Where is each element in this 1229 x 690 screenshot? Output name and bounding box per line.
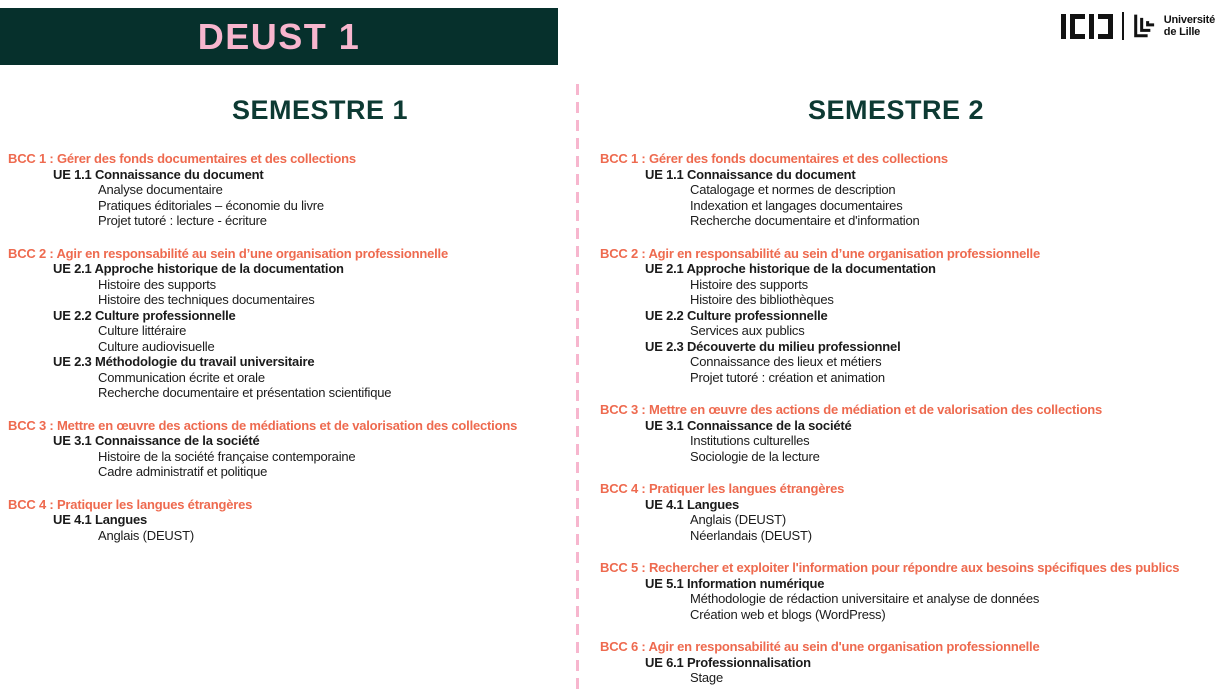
course-item: Catalogage et normes de description xyxy=(690,182,896,197)
course-item: Culture audiovisuelle xyxy=(98,338,215,354)
bcc-heading: BCC 4 : Pratiquer les langues étrangères xyxy=(8,496,253,512)
semester-1-bcc-list xyxy=(8,151,570,543)
bcc-heading: BCC 1 : Gérer des fonds documentaires et des collections xyxy=(600,151,948,166)
course-item: Histoire des supports xyxy=(690,276,808,292)
universite-text: Université xyxy=(1163,14,1215,26)
de-lille-text: de Lille xyxy=(1163,26,1201,38)
course-item: Histoire des bibliothèques xyxy=(690,292,834,307)
bcc-section xyxy=(600,560,1228,622)
ue-heading: UE 3.1 Connaissance de la société xyxy=(645,417,852,433)
bcc-heading: BCC 2 : Agir en responsabilité au sein d’une organisation professionnelle xyxy=(8,245,449,261)
course-item: Services aux publics xyxy=(690,323,805,338)
course-item: Projet tutoré : création et animation xyxy=(690,369,885,385)
ue-heading: UE 2.1 Approche historique de la documentation xyxy=(53,261,344,276)
course-item: Création web et blogs (WordPress) xyxy=(690,606,886,622)
ue-heading: UE 2.1 Approche historique de la documentation xyxy=(645,261,936,276)
icid-letter-d-icon xyxy=(1098,14,1113,39)
bcc-section xyxy=(8,246,570,401)
universite-lille-logo xyxy=(1133,13,1215,39)
course-item: Histoire des techniques documentaires xyxy=(98,292,315,307)
ue-heading: UE 2.2 Culture professionnelle xyxy=(645,307,828,323)
course-item: Histoire de la société française contemporaine xyxy=(98,448,356,464)
course-item: Anglais (DEUST) xyxy=(98,527,194,543)
course-item: Recherche documentaire et présentation scientifique xyxy=(98,385,392,400)
bcc-section xyxy=(8,418,570,480)
ue-heading: UE 4.1 Langues xyxy=(53,512,148,527)
bcc-heading: BCC 2 : Agir en responsabilité au sein d’une organisation professionnelle xyxy=(600,245,1041,261)
course-item: Cadre administratif et politique xyxy=(98,464,268,479)
icid-logo xyxy=(1061,14,1113,39)
course-item: Méthodologie de rédaction universitaire et analyse de données xyxy=(690,591,1040,606)
bcc-section xyxy=(600,151,1228,229)
ue-heading: UE 1.1 Connaissance du document xyxy=(53,166,264,182)
bcc-section xyxy=(600,402,1228,464)
bcc-heading: BCC 6 : Agir en responsabilité au sein d'une organisation professionnelle xyxy=(600,639,1040,654)
ue-heading: UE 3.1 Connaissance de la société xyxy=(53,433,260,448)
bcc-heading: BCC 5 : Rechercher et exploiter l'information pour répondre aux besoins spécifiques des publics xyxy=(600,560,1180,575)
icid-letter-i-icon xyxy=(1061,14,1066,39)
bcc-section xyxy=(600,639,1228,686)
course-item: Analyse documentaire xyxy=(98,182,223,197)
semester-2-title: SEMESTRE 2 xyxy=(808,95,985,125)
icid-letter-c-icon xyxy=(1070,14,1085,39)
banner-title: DEUST 1 xyxy=(197,15,361,57)
bcc-section xyxy=(8,497,570,544)
ue-heading: UE 6.1 Professionnalisation xyxy=(645,654,811,670)
bcc-heading: BCC 1 : Gérer des fonds documentaires et des collections xyxy=(8,151,356,166)
course-item: Communication écrite et orale xyxy=(98,369,265,385)
course-item: Stage xyxy=(690,670,723,685)
icid-letter-i-icon xyxy=(1089,14,1094,39)
ue-heading: UE 2.3 Méthodologie du travail universitaire xyxy=(53,354,315,369)
course-item: Culture littéraire xyxy=(98,323,187,338)
bcc-section xyxy=(8,151,570,229)
course-item: Institutions culturelles xyxy=(690,433,810,448)
bcc-heading: BCC 3 : Mettre en œuvre des actions de médiation et de valorisation des collections xyxy=(600,402,1103,417)
semester-1-title: SEMESTRE 1 xyxy=(232,95,409,125)
course-item: Néerlandais (DEUST) xyxy=(690,527,812,543)
course-item: Anglais (DEUST) xyxy=(690,512,786,527)
semester-2-bcc-list xyxy=(600,151,1228,686)
bcc-section xyxy=(600,481,1228,543)
logo-separator xyxy=(1122,12,1124,40)
header-logos xyxy=(1061,12,1215,40)
deust-banner xyxy=(0,8,558,65)
ue-heading: UE 1.1 Connaissance du document xyxy=(645,166,856,182)
semester-1-column xyxy=(8,95,570,543)
semester-2-column xyxy=(600,95,1228,686)
course-item: Histoire des supports xyxy=(98,276,216,292)
bcc-heading: BCC 4 : Pratiquer les langues étrangères xyxy=(600,481,845,496)
bcc-section xyxy=(600,246,1228,386)
course-item: Sociologie de la lecture xyxy=(690,448,820,464)
ue-heading: UE 2.2 Culture professionnelle xyxy=(53,307,236,323)
ue-heading: UE 4.1 Langues xyxy=(645,496,740,512)
course-item: Recherche documentaire et d'information xyxy=(690,213,920,228)
universite-lille-wordmark xyxy=(1164,14,1215,38)
ul-monogram-icon xyxy=(1133,13,1159,39)
ue-heading: UE 5.1 Information numérique xyxy=(645,575,825,591)
course-item: Connaissance des lieux et métiers xyxy=(690,354,882,369)
bcc-heading: BCC 3 : Mettre en œuvre des actions de médiations et de valorisation des collections xyxy=(8,417,518,433)
course-item: Projet tutoré : lecture - écriture xyxy=(98,213,267,228)
dashed-column-divider xyxy=(576,84,579,690)
course-item: Indexation et langages documentaires xyxy=(690,197,903,213)
course-item: Pratiques éditoriales – économie du livre xyxy=(98,197,324,213)
ue-heading: UE 2.3 Découverte du milieu professionnel xyxy=(645,338,901,354)
